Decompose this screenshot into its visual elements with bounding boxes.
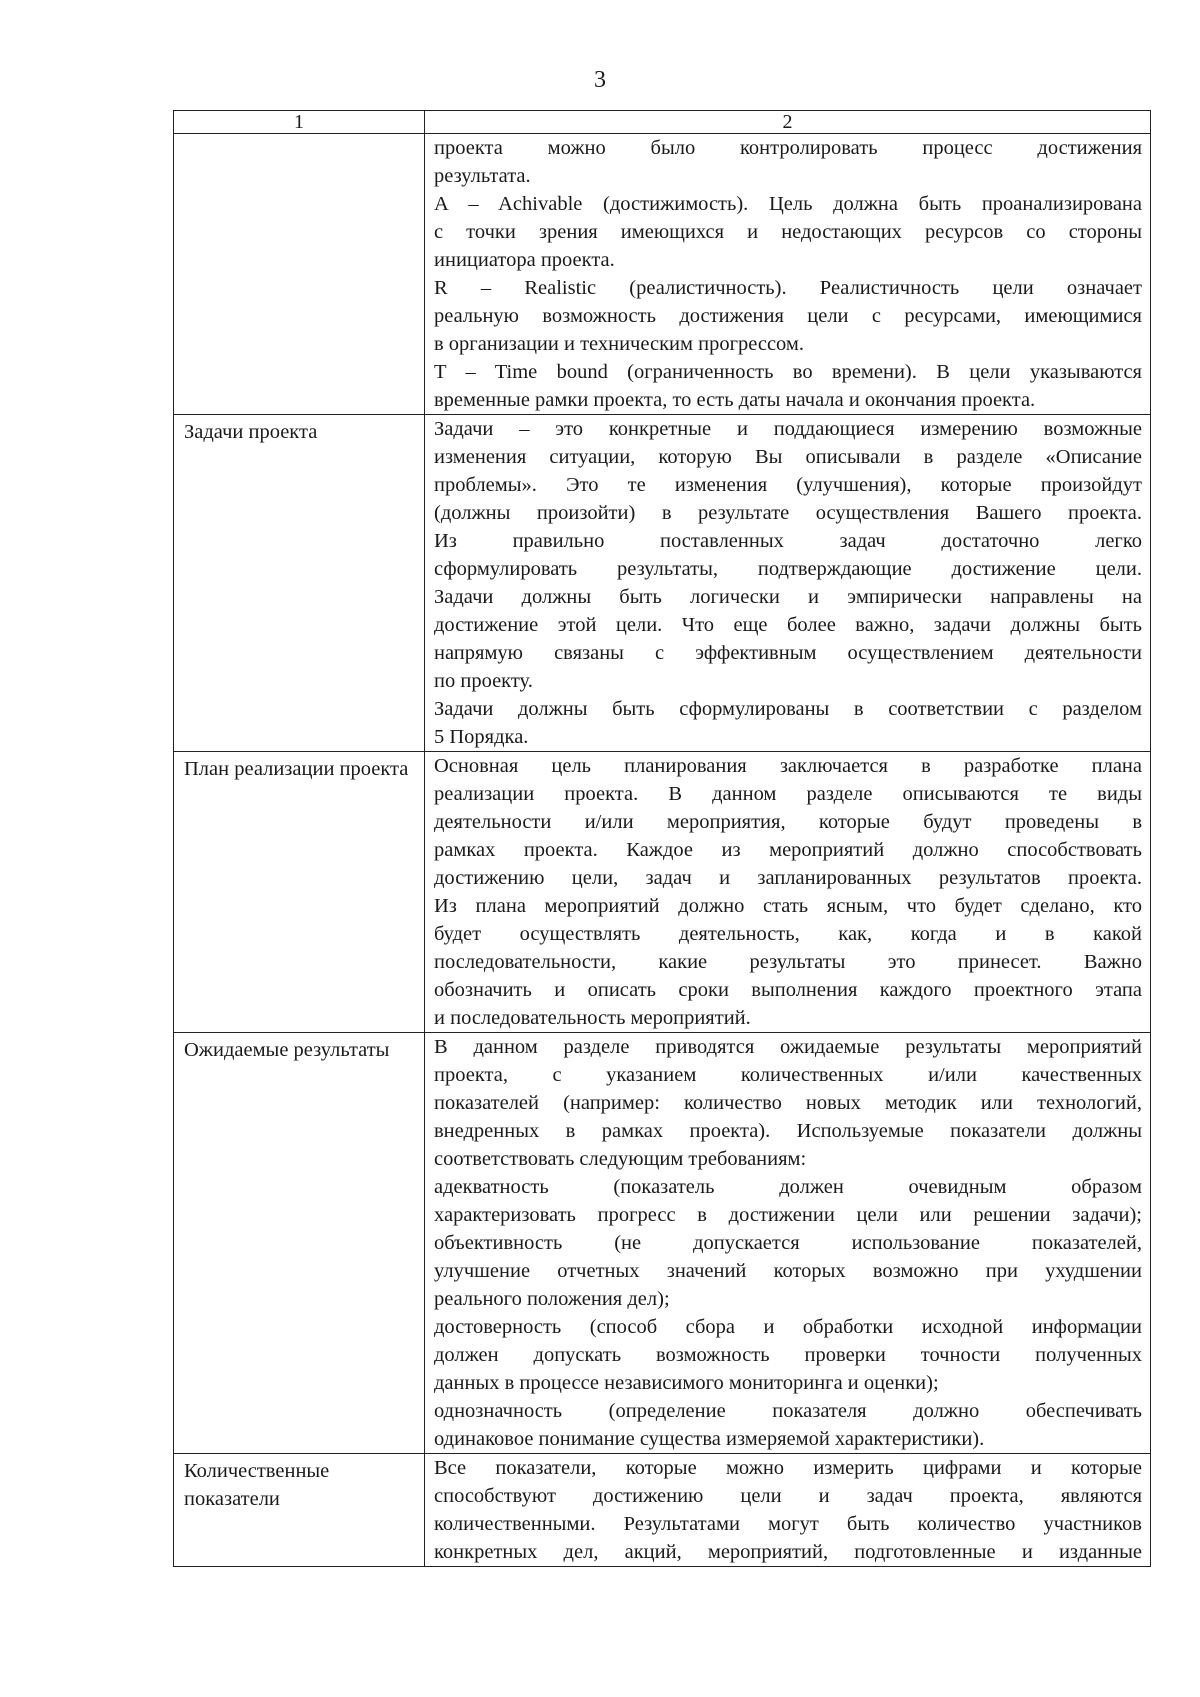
row-description xyxy=(425,415,1151,752)
text-line: изменения ситуации, которую Вы описывали в разделе «Описание xyxy=(434,446,1142,468)
table-row xyxy=(174,134,1151,415)
text-line: проблемы». Это те изменения (улучшения), которые произойдут xyxy=(434,474,1142,496)
text-line: характеризовать прогресс в достижении цели или решении задачи); xyxy=(434,1204,1142,1226)
text-line: Задачи должны быть сформулированы в соответствии с разделом xyxy=(434,698,1142,720)
table-header-row xyxy=(174,111,1151,134)
text-line: достоверность (способ сбора и обработки исходной информации xyxy=(434,1316,1142,1338)
text-line: реализации проекта. В данном разделе описываются те виды xyxy=(434,783,1142,805)
text-line: Основная цель планирования заключается в разработке плана xyxy=(434,755,1142,777)
text-line: Из плана мероприятий должно стать ясным, что будет сделано, кто xyxy=(434,895,1142,917)
text-line: деятельности и/или мероприятия, которые будут проведены в xyxy=(434,811,1142,833)
row-label: План реализации проекта xyxy=(174,752,425,1033)
page-number: 3 xyxy=(594,67,606,93)
text-line: улучшение отчетных значений которых возможно при ухудшении xyxy=(434,1260,1142,1282)
text-line: инициатора проекта. xyxy=(434,249,615,271)
text-line: в организации и техническим прогрессом. xyxy=(434,333,805,355)
text-line: количественными. Результатами могут быть количество участников xyxy=(434,1513,1142,1535)
text-line: адекватность (показатель должен очевидным образом xyxy=(434,1176,1142,1198)
row-label xyxy=(174,134,425,415)
text-line: конкретных дел, акций, мероприятий, подготовленные и изданные xyxy=(434,1541,1142,1563)
text-line: данных в процессе независимого мониторинга и оценки); xyxy=(434,1372,939,1394)
header-col-1: 1 xyxy=(174,111,425,134)
text-line: В данном разделе приводятся ожидаемые результаты мероприятий xyxy=(434,1036,1142,1058)
text-line: T – Time bound (ограниченность во времени). В цели указываются xyxy=(434,361,1142,383)
text-line: A – Achivable (достижимость). Цель должна быть проанализирована xyxy=(434,193,1142,215)
text-line: временные рамки проекта, то есть даты начала и окончания проекта. xyxy=(434,389,1036,411)
table-row xyxy=(174,752,1151,1033)
table-row xyxy=(174,1033,1151,1454)
text-line: проекта, с указанием количественных и/или качественных xyxy=(434,1064,1142,1086)
text-line: и последовательность мероприятий. xyxy=(434,1007,751,1029)
text-line: обозначить и описать сроки выполнения каждого проектного этапа xyxy=(434,979,1142,1001)
text-line: сформулировать результаты, подтверждающие достижение цели. xyxy=(434,558,1142,580)
row-label: Задачи проекта xyxy=(174,415,425,752)
row-description xyxy=(425,134,1151,415)
text-line: (должны произойти) в результате осуществления Вашего проекта. xyxy=(434,502,1142,524)
text-line: Задачи должны быть логически и эмпирически направлены на xyxy=(434,586,1142,608)
text-line: R – Realistic (реалистичность). Реалистичность цели означает xyxy=(434,277,1142,299)
text-line: реального положения дел); xyxy=(434,1288,670,1310)
text-line: результата. xyxy=(434,165,531,187)
text-line: должен допускать возможность проверки точности полученных xyxy=(434,1344,1142,1366)
document-table xyxy=(173,110,1151,1567)
text-line: способствуют достижению цели и задач проекта, являются xyxy=(434,1485,1142,1507)
row-description xyxy=(425,1454,1151,1567)
text-line: достижение этой цели. Что еще более важно, задачи должны быть xyxy=(434,614,1142,636)
text-line: 5 Порядка. xyxy=(434,726,529,748)
text-line: с точки зрения имеющихся и недостающих ресурсов со стороны xyxy=(434,221,1142,243)
text-line: соответствовать следующим требованиям: xyxy=(434,1148,807,1170)
text-line: реальную возможность достижения цели с ресурсами, имеющимися xyxy=(434,305,1142,327)
text-line: рамках проекта. Каждое из мероприятий должно способствовать xyxy=(434,839,1142,861)
text-line: по проекту. xyxy=(434,670,533,692)
text-line: Из правильно поставленных задач достаточно легко xyxy=(434,530,1142,552)
text-line: Все показатели, которые можно измерить цифрами и которые xyxy=(434,1457,1142,1479)
row-label: Ожидаемые результаты xyxy=(174,1033,425,1454)
header-col-2: 2 xyxy=(425,111,1151,134)
text-line: одинаковое понимание существа измеряемой характеристики). xyxy=(434,1428,985,1450)
text-line: объективность (не допускается использование показателей, xyxy=(434,1232,1142,1254)
text-line: однозначность (определение показателя должно обеспечивать xyxy=(434,1400,1142,1422)
table-row xyxy=(174,415,1151,752)
text-line: проекта можно было контролировать процесс достижения xyxy=(434,137,1142,159)
text-line: показателей (например: количество новых методик или технологий, xyxy=(434,1092,1142,1114)
text-line: последовательности, какие результаты это принесет. Важно xyxy=(434,951,1142,973)
text-line: будет осуществлять деятельность, как, когда и в какой xyxy=(434,923,1142,945)
text-line: внедренных в рамках проекта). Используемые показатели должны xyxy=(434,1120,1142,1142)
row-description xyxy=(425,752,1151,1033)
table-row xyxy=(174,1454,1151,1567)
row-label: Количественные показатели xyxy=(174,1454,425,1567)
text-line: напрямую связаны с эффективным осуществлением деятельности xyxy=(434,642,1142,664)
text-line: Задачи – это конкретные и поддающиеся измерению возможные xyxy=(434,418,1142,440)
text-line: достижению цели, задач и запланированных результатов проекта. xyxy=(434,867,1142,889)
row-description xyxy=(425,1033,1151,1454)
